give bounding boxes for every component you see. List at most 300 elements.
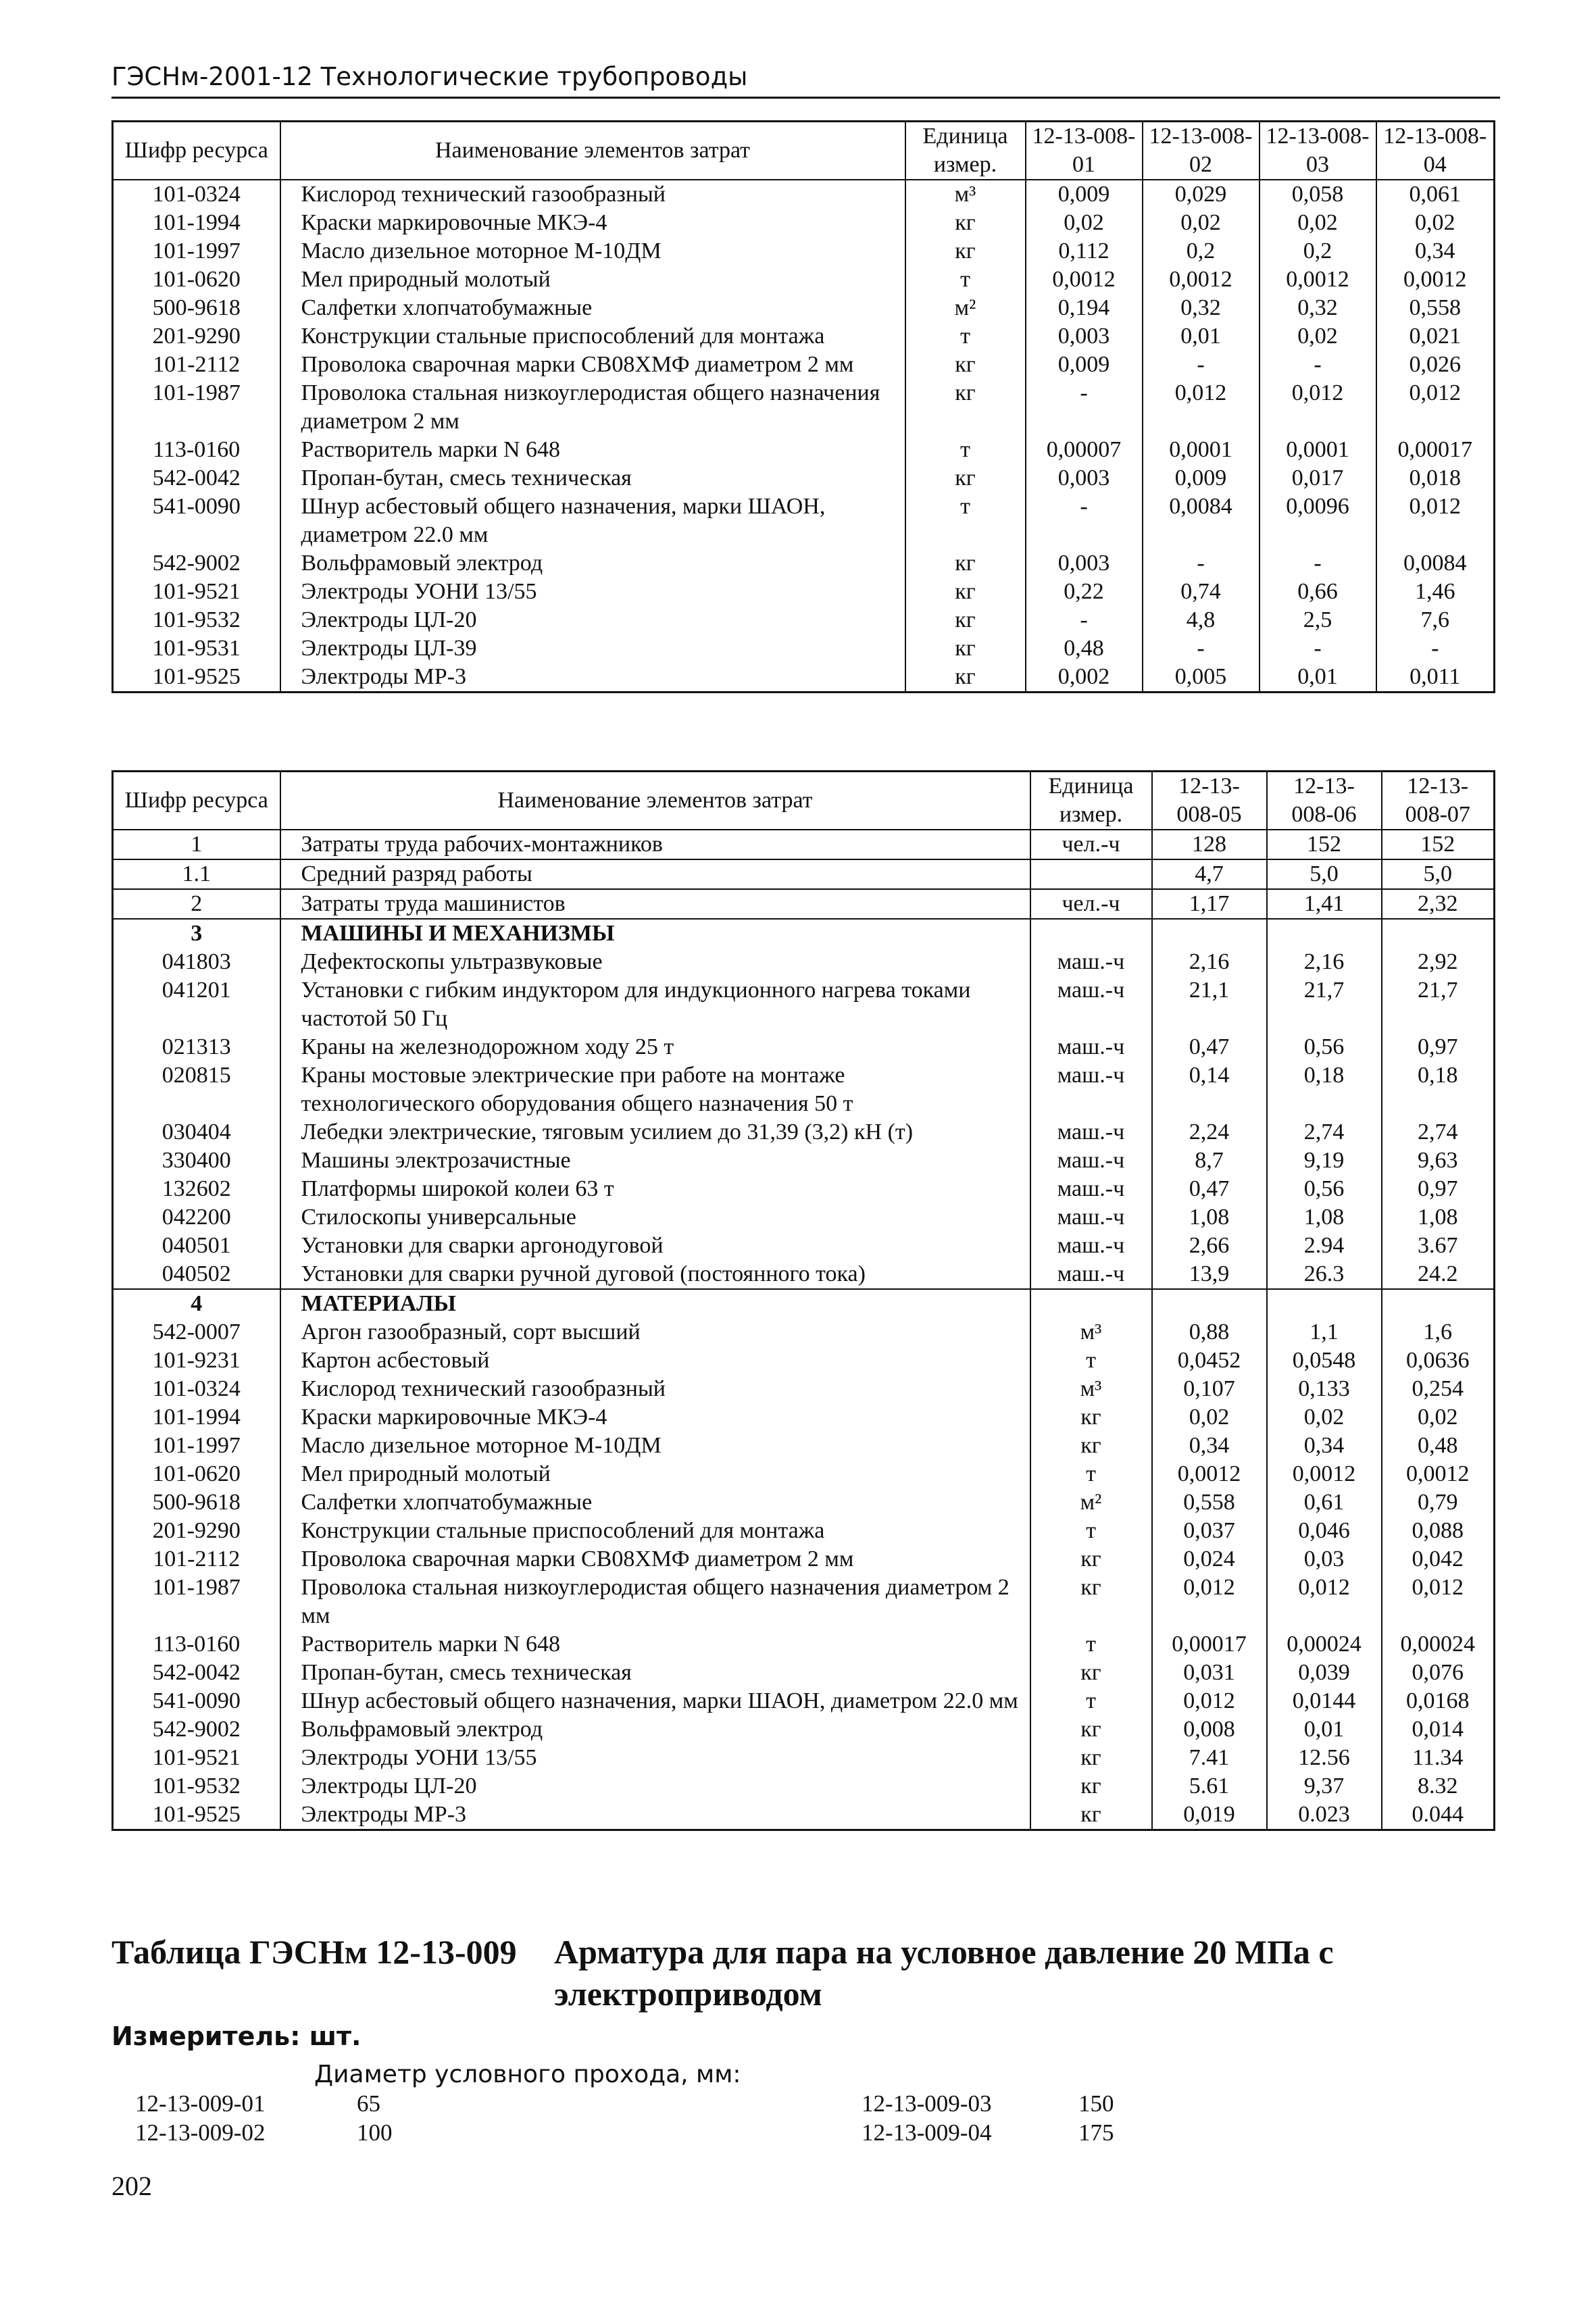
cell-code: 101-1994 [113, 1403, 280, 1432]
cell-unit: кг [905, 351, 1026, 379]
header-code: Шифр ресурса [113, 772, 280, 830]
cell-value: 9,19 [1267, 1147, 1382, 1175]
cell-code: 2 [113, 889, 280, 919]
cell-value: 7,6 [1376, 606, 1495, 634]
table-label: Таблица ГЭСНм 12-13-009 [111, 1933, 517, 1971]
cell-value: 0,012 [1267, 1574, 1382, 1630]
cell-name: МАШИНЫ И МЕХАНИЗМЫ [280, 919, 1030, 948]
cell-unit: кг [1030, 1574, 1152, 1630]
cell-unit: т [1030, 1630, 1152, 1659]
cell-unit: кг [905, 549, 1026, 578]
cell-unit: маш.-ч [1030, 1061, 1152, 1118]
cell-unit: т [1030, 1687, 1152, 1715]
cell-value: 0,009 [1026, 351, 1143, 379]
cell-value [1382, 919, 1495, 948]
cell-name: Электроды ЦЛ-20 [280, 1772, 1030, 1801]
cell-value: 0,00007 [1026, 436, 1143, 464]
cell-code: 541-0090 [113, 1687, 280, 1715]
cell-value: 1,1 [1267, 1318, 1382, 1347]
cell-value: 0,0012 [1376, 266, 1495, 294]
cell-value: 0,03 [1267, 1545, 1382, 1574]
cell-value: 0,031 [1152, 1659, 1267, 1687]
cell-value: 0,009 [1026, 180, 1143, 209]
cell-value: 0,0548 [1267, 1347, 1382, 1375]
header-code: Шифр ресурса [113, 122, 280, 180]
cell-name: Проволока стальная низкоуглеродистая общего назначения диаметром 2 мм [280, 1574, 1030, 1630]
cell-value: 0,56 [1267, 1033, 1382, 1061]
cell-code: 101-9525 [113, 663, 280, 693]
cell-code: 4 [113, 1289, 280, 1318]
cell-value: 0,0012 [1267, 1460, 1382, 1488]
cell-value: 2,16 [1267, 948, 1382, 976]
cell-value: 0,012 [1143, 379, 1260, 436]
header-col: 12-13-008-01 [1026, 122, 1143, 180]
cell-code: 041201 [113, 976, 280, 1033]
cell-value: 0,56 [1267, 1175, 1382, 1203]
cell-value: - [1376, 634, 1495, 663]
cell-value: 0,32 [1143, 294, 1260, 322]
cell-value [1152, 1289, 1267, 1318]
cell-value: 8,7 [1152, 1147, 1267, 1175]
variant-value: 65 [357, 2090, 380, 2117]
table-1-body [113, 180, 1495, 693]
cell-value: 0,0012 [1143, 266, 1260, 294]
cell-value: 2,74 [1267, 1118, 1382, 1147]
cell-value: 0,008 [1152, 1715, 1267, 1744]
cell-value: 0,112 [1026, 237, 1143, 266]
cell-name: Мел природный молотый [280, 266, 905, 294]
cell-unit: м³ [1030, 1375, 1152, 1403]
cell-value: 1,08 [1152, 1203, 1267, 1232]
cell-code: 040502 [113, 1260, 280, 1289]
cell-code: 542-0042 [113, 464, 280, 493]
cell-value: 0,0168 [1382, 1687, 1495, 1715]
cell-value: - [1260, 549, 1376, 578]
cell-code: 201-9290 [113, 322, 280, 351]
table-row [113, 1772, 1495, 1801]
cell-code: 101-9231 [113, 1347, 280, 1375]
cell-value: 21,7 [1267, 976, 1382, 1033]
cell-code: 030404 [113, 1118, 280, 1147]
cell-value: 0,02 [1260, 322, 1376, 351]
cell-unit: м² [905, 294, 1026, 322]
cell-value: 0,47 [1152, 1033, 1267, 1061]
table-row [113, 1488, 1495, 1517]
cell-name: Конструкции стальные приспособлений для монтажа [280, 322, 905, 351]
cell-unit: кг [905, 634, 1026, 663]
cell-value [1267, 1289, 1382, 1318]
cell-value: - [1026, 606, 1143, 634]
cell-name: Кислород технический газообразный [280, 180, 905, 209]
cell-name: Краски маркировочные МКЭ-4 [280, 1403, 1030, 1432]
cell-value: 0,076 [1382, 1659, 1495, 1687]
cell-unit: т [905, 493, 1026, 549]
cell-value: 3.67 [1382, 1232, 1495, 1260]
cell-value: 0,14 [1152, 1061, 1267, 1118]
cell-code: 040501 [113, 1232, 280, 1260]
cell-name: Краны мостовые электрические при работе на монтаже технологического оборудования общего назначения 50 т [280, 1061, 1030, 1118]
cell-value: 2,66 [1152, 1232, 1267, 1260]
table-row [113, 1687, 1495, 1715]
cell-code: 101-2112 [113, 1545, 280, 1574]
cell-value: 2,16 [1152, 948, 1267, 976]
cell-value: 0,012 [1152, 1574, 1267, 1630]
cell-unit: кг [1030, 1545, 1152, 1574]
cell-value: 2,92 [1382, 948, 1495, 976]
cell-value: 21,7 [1382, 976, 1495, 1033]
cell-value: 0,254 [1382, 1375, 1495, 1403]
cell-value: 0,74 [1143, 578, 1260, 606]
cell-code: 101-1987 [113, 379, 280, 436]
cell-value: 0,02 [1026, 209, 1143, 237]
cell-code: 101-0620 [113, 266, 280, 294]
table-row [113, 1460, 1495, 1488]
cell-value: 0,012 [1260, 379, 1376, 436]
cell-unit: кг [1030, 1801, 1152, 1830]
resource-table-1 [111, 120, 1495, 693]
cell-value: 0,97 [1382, 1033, 1495, 1061]
cell-unit: кг [1030, 1403, 1152, 1432]
cell-value: 0,79 [1382, 1488, 1495, 1517]
cell-value: - [1260, 634, 1376, 663]
table-caption: Арматура для пара на условное давление 20 МПа с электроприводом [554, 1933, 1334, 2013]
cell-value: 0,2 [1260, 237, 1376, 266]
cell-name: Электроды МР-3 [280, 1801, 1030, 1830]
cell-name: Краны на железнодорожном ходу 25 т [280, 1033, 1030, 1061]
cell-value: 152 [1267, 830, 1382, 859]
cell-value: 12.56 [1267, 1744, 1382, 1772]
variant-code: 12-13-009-04 [862, 2119, 992, 2146]
table-row [113, 1061, 1495, 1118]
cell-value: 0,02 [1382, 1403, 1495, 1432]
cell-code: 042200 [113, 1203, 280, 1232]
cell-value: 0,88 [1152, 1318, 1267, 1347]
cell-value: 152 [1382, 830, 1495, 859]
header-col: 12-13-008-03 [1260, 122, 1376, 180]
cell-value: 0,0084 [1143, 493, 1260, 549]
cell-unit: кг [1030, 1772, 1152, 1801]
cell-value: 9,63 [1382, 1147, 1495, 1175]
variant-code: 12-13-009-02 [135, 2119, 266, 2146]
cell-value: 0,014 [1382, 1715, 1495, 1744]
cell-value: 0,2 [1143, 237, 1260, 266]
cell-unit: кг [1030, 1432, 1152, 1460]
table-row [113, 889, 1495, 919]
cell-value: 0,48 [1382, 1432, 1495, 1460]
cell-value: 2,5 [1260, 606, 1376, 634]
cell-value: 0.044 [1382, 1801, 1495, 1830]
cell-name: Установки для сварки ручной дуговой (постоянного тока) [280, 1260, 1030, 1289]
cell-unit [1030, 919, 1152, 948]
table-row [113, 830, 1495, 859]
table-row [113, 322, 1495, 351]
cell-value: 0,34 [1376, 237, 1495, 266]
cell-value [1267, 919, 1382, 948]
cell-value: 0.023 [1267, 1801, 1382, 1830]
table-row [113, 493, 1495, 549]
cell-value: 0,02 [1143, 209, 1260, 237]
cell-code: 101-1997 [113, 237, 280, 266]
cell-code: 101-0324 [113, 180, 280, 209]
cell-unit: кг [905, 663, 1026, 693]
cell-value: 0,021 [1376, 322, 1495, 351]
table-row [113, 1289, 1495, 1318]
header-col: 12-13-008-07 [1382, 772, 1495, 830]
cell-value: 0,00017 [1376, 436, 1495, 464]
cell-code: 101-9521 [113, 1744, 280, 1772]
cell-unit: м³ [905, 180, 1026, 209]
header-col: 12-13-008-04 [1376, 122, 1495, 180]
table-row [113, 1147, 1495, 1175]
table-row [113, 634, 1495, 663]
cell-value: 0,012 [1376, 493, 1495, 549]
cell-value: 0,02 [1267, 1403, 1382, 1432]
cell-name: Растворитель марки N 648 [280, 1630, 1030, 1659]
cell-value: 2,74 [1382, 1118, 1495, 1147]
table-row [113, 180, 1495, 209]
table-2-body [113, 830, 1495, 1830]
cell-value: 0,019 [1152, 1801, 1267, 1830]
cell-value: 2.94 [1267, 1232, 1382, 1260]
cell-unit: маш.-ч [1030, 948, 1152, 976]
cell-code: 101-0324 [113, 1375, 280, 1403]
cell-name: Электроды УОНИ 13/55 [280, 1744, 1030, 1772]
table-row [113, 1659, 1495, 1687]
cell-unit [1030, 859, 1152, 889]
cell-value: 9,37 [1267, 1772, 1382, 1801]
table-row [113, 1260, 1495, 1289]
cell-name: Конструкции стальные приспособлений для монтажа [280, 1517, 1030, 1545]
cell-value: 0,00017 [1152, 1630, 1267, 1659]
cell-unit: т [905, 266, 1026, 294]
cell-value: 0,011 [1376, 663, 1495, 693]
cell-value: 0,009 [1143, 464, 1260, 493]
cell-value: 0,088 [1382, 1517, 1495, 1545]
cell-code: 101-9531 [113, 634, 280, 663]
cell-value: 5.61 [1152, 1772, 1267, 1801]
table-row [113, 606, 1495, 634]
measure-unit: Измеритель: шт. [111, 2021, 361, 2051]
cell-name: Краски маркировочные МКЭ-4 [280, 209, 905, 237]
header-col: 12-13-008-06 [1267, 772, 1382, 830]
cell-name: Проволока сварочная марки СВ08ХМФ диаметром 2 мм [280, 1545, 1030, 1574]
cell-value: 0,34 [1152, 1432, 1267, 1460]
table-row [113, 1744, 1495, 1772]
cell-code: 132602 [113, 1175, 280, 1203]
cell-value: 0,01 [1143, 322, 1260, 351]
cell-unit: кг [905, 379, 1026, 436]
table-row [113, 464, 1495, 493]
cell-value: 0,0012 [1152, 1460, 1267, 1488]
table-row [113, 1801, 1495, 1830]
cell-value: 4,7 [1152, 859, 1267, 889]
cell-name: Дефектоскопы ультразвуковые [280, 948, 1030, 976]
cell-code: 3 [113, 919, 280, 948]
cell-unit: маш.-ч [1030, 976, 1152, 1033]
cell-code: 201-9290 [113, 1517, 280, 1545]
cell-value: 2,24 [1152, 1118, 1267, 1147]
cell-value: 0,012 [1376, 379, 1495, 436]
cell-name: Салфетки хлопчатобумажные [280, 1488, 1030, 1517]
cell-value: 2,32 [1382, 889, 1495, 919]
cell-value: 0,194 [1026, 294, 1143, 322]
cell-code: 500-9618 [113, 294, 280, 322]
cell-value: 1,46 [1376, 578, 1495, 606]
cell-name: Аргон газообразный, сорт высший [280, 1318, 1030, 1347]
cell-value: 7.41 [1152, 1744, 1267, 1772]
table-row [113, 1118, 1495, 1147]
cell-name: Кислород технический газообразный [280, 1375, 1030, 1403]
cell-name: МАТЕРИАЛЫ [280, 1289, 1030, 1318]
cell-unit: чел.-ч [1030, 830, 1152, 859]
cell-value: 0,61 [1267, 1488, 1382, 1517]
cell-name: Масло дизельное моторное М-10ДМ [280, 237, 905, 266]
cell-code: 041803 [113, 948, 280, 976]
cell-value: 0,97 [1382, 1175, 1495, 1203]
cell-value: 0,558 [1376, 294, 1495, 322]
table-row [113, 663, 1495, 693]
cell-unit: кг [905, 606, 1026, 634]
table-row [113, 1517, 1495, 1545]
cell-name: Растворитель марки N 648 [280, 436, 905, 464]
cell-value: - [1143, 549, 1260, 578]
cell-name: Шнур асбестовый общего назначения, марки ШАОН, диаметром 22.0 мм [280, 493, 905, 549]
cell-value: 0,0084 [1376, 549, 1495, 578]
cell-value [1382, 1289, 1495, 1318]
cell-name: Установки для сварки аргонодуговой [280, 1232, 1030, 1260]
cell-value: 0,0012 [1382, 1460, 1495, 1488]
cell-unit: т [905, 436, 1026, 464]
cell-value: 0,042 [1382, 1545, 1495, 1574]
cell-code: 542-0042 [113, 1659, 280, 1687]
cell-value: 0,061 [1376, 180, 1495, 209]
cell-value: 0,005 [1143, 663, 1260, 693]
cell-value: 128 [1152, 830, 1267, 859]
cell-unit: кг [1030, 1715, 1152, 1744]
cell-value: 0,037 [1152, 1517, 1267, 1545]
cell-value: 0,00024 [1267, 1630, 1382, 1659]
cell-code: 1.1 [113, 859, 280, 889]
cell-value: 0,00024 [1382, 1630, 1495, 1659]
cell-value: 0,18 [1382, 1061, 1495, 1118]
cell-name: Мел природный молотый [280, 1460, 1030, 1488]
cell-value: 0,012 [1152, 1687, 1267, 1715]
cell-value: 0,046 [1267, 1517, 1382, 1545]
cell-code: 101-1994 [113, 209, 280, 237]
cell-value: 1,17 [1152, 889, 1267, 919]
cell-unit: т [1030, 1460, 1152, 1488]
cell-value: 0,47 [1152, 1175, 1267, 1203]
cell-code: 542-0007 [113, 1318, 280, 1347]
cell-value: 13,9 [1152, 1260, 1267, 1289]
cell-name: Картон асбестовый [280, 1347, 1030, 1375]
table-row [113, 1203, 1495, 1232]
variant-value: 150 [1078, 2090, 1114, 2117]
table-row [113, 1347, 1495, 1375]
cell-code: 101-1997 [113, 1432, 280, 1460]
cell-unit: маш.-ч [1030, 1203, 1152, 1232]
cell-value: 1,08 [1267, 1203, 1382, 1232]
cell-name: Электроды УОНИ 13/55 [280, 578, 905, 606]
page-number: 202 [111, 2171, 152, 2201]
cell-code: 101-9532 [113, 606, 280, 634]
resource-table-2 [111, 770, 1495, 1831]
table-row [113, 578, 1495, 606]
cell-value: 0,01 [1260, 663, 1376, 693]
cell-value: 0,003 [1026, 464, 1143, 493]
cell-name: Затраты труда машинистов [280, 889, 1030, 919]
cell-code: 101-1987 [113, 1574, 280, 1630]
cell-value: 0,018 [1376, 464, 1495, 493]
cell-value: 4,8 [1143, 606, 1260, 634]
cell-value: 5,0 [1382, 859, 1495, 889]
cell-value: - [1143, 351, 1260, 379]
cell-name: Платформы широкой колеи 63 т [280, 1175, 1030, 1203]
table-row [113, 1232, 1495, 1260]
variant-value: 100 [357, 2119, 393, 2146]
cell-unit: м³ [1030, 1318, 1152, 1347]
table-row [113, 1432, 1495, 1460]
cell-code: 500-9618 [113, 1488, 280, 1517]
cell-value: 0,0012 [1260, 266, 1376, 294]
cell-value: 0,558 [1152, 1488, 1267, 1517]
cell-unit: м² [1030, 1488, 1152, 1517]
cell-code: 101-9532 [113, 1772, 280, 1801]
cell-unit: маш.-ч [1030, 1232, 1152, 1260]
cell-value: 0,039 [1267, 1659, 1382, 1687]
cell-value: 24.2 [1382, 1260, 1495, 1289]
cell-value: 0,18 [1267, 1061, 1382, 1118]
cell-code: 330400 [113, 1147, 280, 1175]
cell-unit: маш.-ч [1030, 1175, 1152, 1203]
cell-unit: т [1030, 1347, 1152, 1375]
cell-code: 542-9002 [113, 549, 280, 578]
table-row [113, 1175, 1495, 1203]
cell-unit: т [1030, 1517, 1152, 1545]
cell-unit: кг [905, 464, 1026, 493]
cell-value: 0,017 [1260, 464, 1376, 493]
cell-name: Вольфрамовый электрод [280, 1715, 1030, 1744]
table-row [113, 976, 1495, 1033]
cell-value: 0,107 [1152, 1375, 1267, 1403]
cell-name: Проволока сварочная марки СВ08ХМФ диаметром 2 мм [280, 351, 905, 379]
cell-value: 0,02 [1376, 209, 1495, 237]
cell-unit: кг [1030, 1659, 1152, 1687]
table-row [113, 1403, 1495, 1432]
cell-name: Салфетки хлопчатобумажные [280, 294, 905, 322]
cell-value: 0,0012 [1026, 266, 1143, 294]
cell-unit: маш.-ч [1030, 1118, 1152, 1147]
cell-value: 0,22 [1026, 578, 1143, 606]
cell-value: - [1026, 379, 1143, 436]
cell-name: Пропан-бутан, смесь техническая [280, 1659, 1030, 1687]
variant-code: 12-13-009-03 [862, 2090, 992, 2117]
cell-code: 1 [113, 830, 280, 859]
cell-unit: кг [905, 578, 1026, 606]
cell-name: Шнур асбестовый общего назначения, марки ШАОН, диаметром 22.0 мм [280, 1687, 1030, 1715]
cell-value: - [1260, 351, 1376, 379]
cell-name: Пропан-бутан, смесь техническая [280, 464, 905, 493]
table-row [113, 379, 1495, 436]
cell-value: 0,0144 [1267, 1687, 1382, 1715]
cell-value: 1,6 [1382, 1318, 1495, 1347]
table-row [113, 1318, 1495, 1347]
cell-name: Электроды ЦЛ-20 [280, 606, 905, 634]
table-row [113, 1033, 1495, 1061]
cell-name: Средний разряд работы [280, 859, 1030, 889]
table-row [113, 351, 1495, 379]
cell-name: Электроды МР-3 [280, 663, 905, 693]
